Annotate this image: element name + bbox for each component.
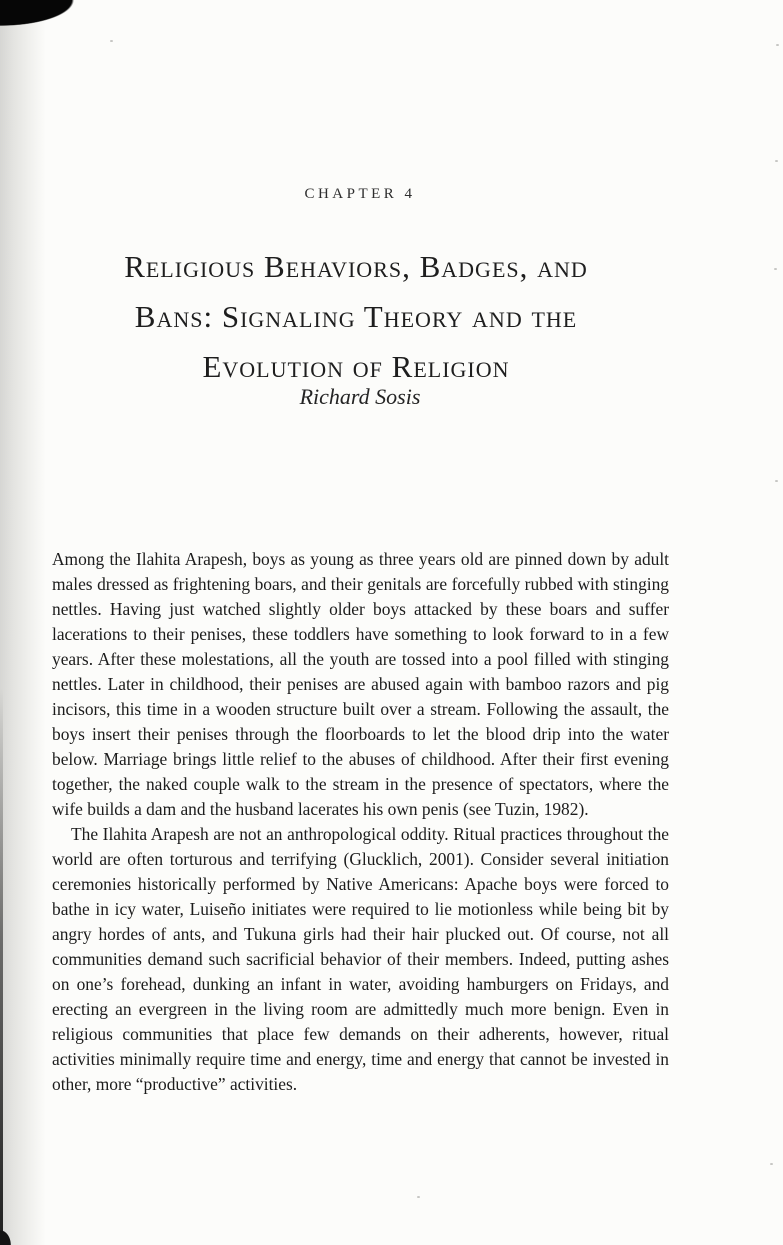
author-name: Richard Sosis — [299, 384, 421, 409]
chapter-title — [36, 242, 676, 392]
scan-speck — [775, 160, 778, 162]
chapter-title-line: Bans: Signaling Theory and the — [134, 299, 578, 334]
page-curve-shading — [0, 0, 46, 1245]
chapter-title-line: Evolution of Religion — [202, 349, 510, 384]
book-edge-left — [0, 688, 3, 1245]
book-edge-top-left — [0, 0, 74, 26]
scan-speck — [110, 40, 113, 42]
scan-speck — [776, 44, 779, 46]
chapter-title-line: Religious Behaviors, Badges, and — [124, 249, 588, 284]
paragraph-1: Among the Ilahita Arapesh, boys as young as three years old are pinned down by adult males dressed as frightening boars, and their genitals are forcefully rubbed with stinging nettles. Having just watched slightly older boys attacked by these boars and suffer lacerations to their penises, these toddlers have something to look forward to in a few years. After these molestations, all the youth are tossed into a pool filled with stinging nettles. Later in childhood, their penises are abused again with bamboo razors and pig incisors, this time in a wooden structure built over a stream. Following the assault, the boys insert their penises through the floorboards to let the blood drip into the water below. Marriage brings little relief to the abuses of childhood. After their first evening together, the naked couple walk to the stream in the presence of spectators, where the wife builds a dam and the husband lacerates his own penis (see Tuzin, 1982). — [52, 549, 669, 819]
chapter-label: CHAPTER 4 — [304, 186, 416, 202]
paragraph-2: The Ilahita Arapesh are not an anthropological oddity. Ritual practices throughout the world are often torturous and terrifying (Glucklich, 2001). Consider several initiation ceremonies historically performed by Native Americans: Apache boys were forced to bathe in icy water, Luiseño initiates were required to lie motionless while being bit by angry hordes of ants, and Tukuna girls had their hair plucked out. Of course, not all communities demand such sacrificial behavior of their members. Indeed, putting ashes on one’s forehead, dunking an infant in water, avoiding hamburgers on Fridays, and erecting an evergreen in the living room are admittedly much more benign. Even in religious communities that place few demands on their adherents, however, ritual activities minimally require time and energy, time and energy that cannot be invested in other, more “productive” activities. — [52, 824, 669, 1094]
scan-speck — [775, 480, 778, 482]
scan-speck — [774, 268, 777, 270]
body-text — [52, 547, 669, 1097]
book-edge-bottom-left — [0, 1230, 11, 1245]
scan-speck — [417, 1196, 420, 1198]
scan-speck — [770, 1163, 773, 1165]
